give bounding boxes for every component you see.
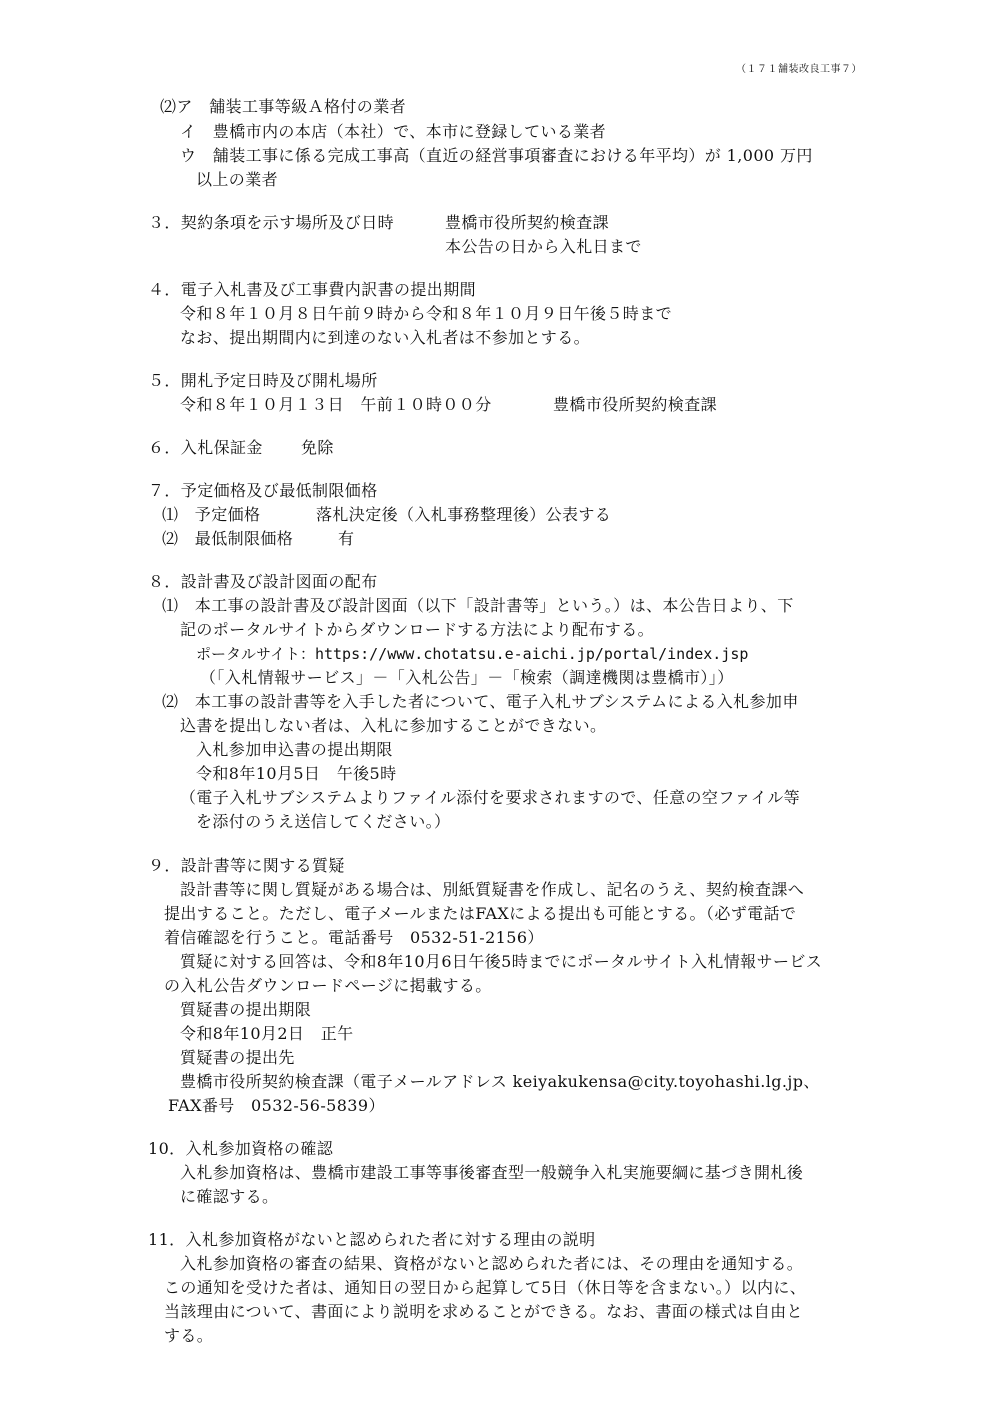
sec7-heading: ７．予定価格及び最低制限価格	[148, 481, 378, 500]
qualification-i: イ 豊橋市内の本店（本社）で、本市に登録している業者	[180, 122, 607, 141]
sec7-item2-value: 有	[338, 529, 355, 548]
sec7-item1-value: 落札決定後（入札事務整理後）公表する	[316, 505, 612, 524]
sec8-p1-line2: 記のポータルサイトからダウンロードする方法により配布する。	[180, 620, 655, 639]
sec9-line3: 着信確認を行うこと。電話番号 0532-51-2156）	[164, 928, 544, 947]
sec5-heading: ５．開札予定日時及び開札場所	[148, 371, 378, 390]
sec9-line10: FAX番号 0532-56-5839）	[168, 1096, 385, 1115]
sec10-heading: 10．入札参加資格の確認	[148, 1139, 334, 1158]
sec8-p2-line3: 入札参加申込書の提出期限	[196, 740, 393, 759]
sec8-p2-line6: を添付のうえ送信してください。）	[196, 812, 451, 831]
sec11-line4: する。	[164, 1326, 214, 1345]
qualification-a: ⑵ア 舗装工事等級Ａ格付の業者	[160, 97, 407, 116]
sec9-line6: 質疑書の提出期限	[180, 1000, 312, 1019]
sec11-heading: 11．入札参加資格がないと認められた者に対する理由の説明	[148, 1230, 596, 1249]
document-reference: （１７１舗装改良工事７）	[736, 64, 862, 75]
sec8-p1-line1: ⑴ 本工事の設計書及び設計図面（以下「設計書等」という。）は、本公告日より、下	[162, 596, 794, 615]
sec3-time: 本公告の日から入札日まで	[445, 237, 642, 256]
sec9-line9: 豊橋市役所契約検査課（電子メールアドレス keiyakukensa@city.toyohashi.lg.jp、	[180, 1072, 820, 1091]
sec7-item2-label: ⑵ 最低制限価格	[162, 529, 294, 548]
sec10-line1: 入札参加資格は、豊橋市建設工事等事後審査型一般競争入札実施要綱に基づき開札後	[180, 1163, 804, 1182]
qualification-u-line2: 以上の業者	[196, 170, 279, 189]
sec8-p2-line5: （電子入札サブシステムよりファイル添付を要求されますので、任意の空ファイル等	[180, 788, 801, 807]
sec9-line1: 設計書等に関し質疑がある場合は、別紙質疑書を作成し、記名のうえ、契約検査課へ	[180, 880, 805, 899]
sec8-p2-line1: ⑵ 本工事の設計書等を入手した者について、電子入札サブシステムによる入札参加申	[162, 692, 799, 711]
sec5-datetime: 令和８年１０月１３日 午前１０時００分	[180, 395, 492, 414]
sec4-period: 令和８年１０月８日午前９時から令和８年１０月９日午後５時まで	[180, 304, 673, 323]
portal-site-url: ポータルサイト：https://www.chotatsu.e-aichi.jp/portal/index.jsp	[196, 645, 749, 663]
sec4-heading: ４．電子入札書及び工事費内訳書の提出期間	[148, 280, 477, 299]
sec7-item1-label: ⑴ 予定価格	[162, 505, 261, 524]
sec11-line2: この通知を受けた者は、通知日の翌日から起算して5日（休日等を含まない。）以内に、	[164, 1278, 807, 1297]
sec6-heading: ６．入札保証金	[148, 438, 263, 457]
sec6-value: 免除	[301, 438, 334, 457]
sec9-line5: の入札公告ダウンロードページに掲載する。	[164, 976, 492, 995]
sec9-line7: 令和8年10月2日 正午	[180, 1024, 354, 1043]
sec8-p2-line4: 令和8年10月5日 午後5時	[196, 764, 397, 783]
sec3-place: 豊橋市役所契約検査課	[445, 213, 610, 232]
sec4-note: なお、提出期間内に到達のない入札者は不参加とする。	[180, 328, 591, 347]
sec3-heading: ３．契約条項を示す場所及び日時	[148, 213, 395, 232]
sec9-line8: 質疑書の提出先	[180, 1048, 295, 1067]
sec10-line2: に確認する。	[180, 1187, 279, 1206]
sec9-line2: 提出すること。ただし、電子メールまたはFAXによる提出も可能とする。（必ず電話で	[164, 904, 797, 923]
sec5-place: 豊橋市役所契約検査課	[553, 395, 718, 414]
sec9-heading: ９．設計書等に関する質疑	[148, 856, 345, 875]
sec11-line3: 当該理由について、書面により説明を求めることができる。なお、書面の様式は自由と	[164, 1302, 803, 1321]
sec8-p2-line2: 込書を提出しない者は、入札に参加することができない。	[180, 716, 607, 735]
qualification-u-line1: ウ 舗装工事に係る完成工事高（直近の経営事項審査における年平均）が 1,000 万円	[180, 146, 813, 165]
sec8-heading: ８．設計書及び設計図面の配布	[148, 572, 378, 591]
sec8-p1-line4: （「入札情報サービス」－「入札公告」－「検索（調達機関は豊橋市）」）	[200, 668, 734, 687]
sec11-line1: 入札参加資格の審査の結果、資格がないと認められた者には、その理由を通知する。	[180, 1254, 804, 1273]
sec9-line4: 質疑に対する回答は、令和8年10月6日午後5時までにポータルサイト入札情報サービス	[180, 952, 823, 971]
